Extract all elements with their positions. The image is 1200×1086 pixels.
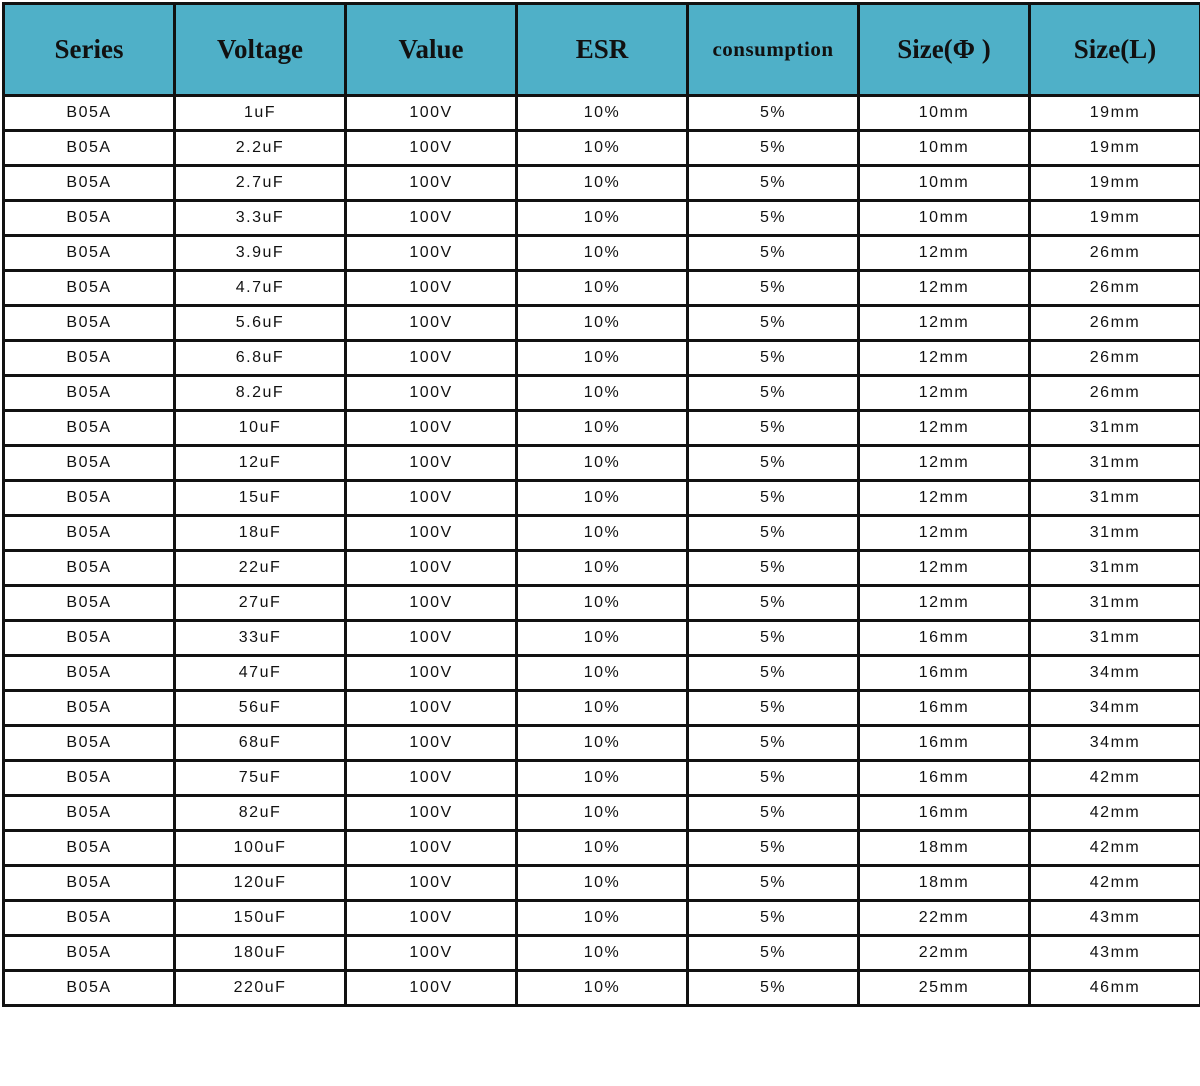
cell-size-length: 42mm [1030,761,1200,796]
cell-voltage: 5.6uF [175,306,346,341]
cell-esr: 10% [517,726,688,761]
cell-voltage: 68uF [175,726,346,761]
cell-value: 100V [346,621,517,656]
cell-consumption: 5% [688,656,859,691]
cell-series: B05A [4,726,175,761]
table-row [4,761,1200,796]
cell-value: 100V [346,271,517,306]
table-row [4,901,1200,936]
cell-series: B05A [4,551,175,586]
table-row [4,446,1200,481]
table-header [4,4,1200,96]
cell-consumption: 5% [688,516,859,551]
cell-size-length: 46mm [1030,971,1200,1006]
table-row [4,691,1200,726]
cell-value: 100V [346,761,517,796]
cell-size-diameter: 10mm [859,96,1030,131]
header-voltage: Voltage [175,4,346,96]
cell-voltage: 4.7uF [175,271,346,306]
cell-voltage: 180uF [175,936,346,971]
cell-voltage: 18uF [175,516,346,551]
cell-value: 100V [346,201,517,236]
table-row [4,971,1200,1006]
cell-voltage: 15uF [175,481,346,516]
cell-value: 100V [346,866,517,901]
cell-esr: 10% [517,831,688,866]
cell-esr: 10% [517,761,688,796]
cell-size-length: 31mm [1030,516,1200,551]
cell-size-diameter: 10mm [859,131,1030,166]
cell-value: 100V [346,796,517,831]
cell-esr: 10% [517,656,688,691]
cell-esr: 10% [517,201,688,236]
cell-esr: 10% [517,271,688,306]
table-row [4,796,1200,831]
cell-value: 100V [346,411,517,446]
cell-size-diameter: 12mm [859,551,1030,586]
cell-size-length: 31mm [1030,551,1200,586]
cell-size-diameter: 22mm [859,901,1030,936]
cell-size-length: 42mm [1030,866,1200,901]
cell-size-diameter: 12mm [859,236,1030,271]
header-size-diameter: Size(Φ ) [859,4,1030,96]
cell-size-diameter: 10mm [859,201,1030,236]
cell-series: B05A [4,96,175,131]
cell-voltage: 10uF [175,411,346,446]
header-esr: ESR [517,4,688,96]
cell-consumption: 5% [688,551,859,586]
cell-series: B05A [4,201,175,236]
cell-size-diameter: 18mm [859,866,1030,901]
cell-size-diameter: 22mm [859,936,1030,971]
cell-consumption: 5% [688,96,859,131]
cell-voltage: 100uF [175,831,346,866]
cell-consumption: 5% [688,936,859,971]
cell-size-diameter: 16mm [859,796,1030,831]
cell-series: B05A [4,236,175,271]
table-row [4,341,1200,376]
cell-consumption: 5% [688,726,859,761]
cell-value: 100V [346,341,517,376]
cell-size-diameter: 16mm [859,621,1030,656]
cell-value: 100V [346,691,517,726]
cell-series: B05A [4,691,175,726]
cell-consumption: 5% [688,271,859,306]
cell-size-length: 42mm [1030,831,1200,866]
cell-esr: 10% [517,236,688,271]
cell-size-diameter: 18mm [859,831,1030,866]
cell-size-length: 31mm [1030,446,1200,481]
cell-voltage: 12uF [175,446,346,481]
header-value: Value [346,4,517,96]
cell-size-diameter: 12mm [859,306,1030,341]
cell-size-length: 31mm [1030,586,1200,621]
capacitor-spec-table [2,2,1200,1007]
cell-size-diameter: 12mm [859,411,1030,446]
cell-value: 100V [346,831,517,866]
cell-series: B05A [4,131,175,166]
cell-value: 100V [346,96,517,131]
cell-esr: 10% [517,411,688,446]
header-consumption: consumption [688,4,859,96]
cell-size-length: 19mm [1030,201,1200,236]
cell-size-length: 43mm [1030,936,1200,971]
cell-series: B05A [4,621,175,656]
table-row [4,271,1200,306]
cell-consumption: 5% [688,481,859,516]
cell-series: B05A [4,971,175,1006]
table-row [4,621,1200,656]
cell-value: 100V [346,971,517,1006]
cell-series: B05A [4,271,175,306]
cell-size-length: 34mm [1030,726,1200,761]
cell-esr: 10% [517,446,688,481]
cell-size-diameter: 12mm [859,341,1030,376]
cell-size-length: 26mm [1030,236,1200,271]
cell-voltage: 150uF [175,901,346,936]
cell-consumption: 5% [688,761,859,796]
cell-consumption: 5% [688,306,859,341]
cell-consumption: 5% [688,971,859,1006]
cell-esr: 10% [517,516,688,551]
cell-series: B05A [4,306,175,341]
table-row [4,166,1200,201]
cell-esr: 10% [517,481,688,516]
cell-consumption: 5% [688,901,859,936]
cell-size-length: 19mm [1030,166,1200,201]
cell-series: B05A [4,831,175,866]
cell-size-length: 19mm [1030,131,1200,166]
cell-size-diameter: 16mm [859,726,1030,761]
cell-esr: 10% [517,691,688,726]
cell-size-diameter: 25mm [859,971,1030,1006]
cell-consumption: 5% [688,621,859,656]
cell-esr: 10% [517,796,688,831]
cell-esr: 10% [517,901,688,936]
cell-voltage: 3.3uF [175,201,346,236]
cell-size-length: 19mm [1030,96,1200,131]
cell-size-diameter: 12mm [859,446,1030,481]
cell-size-length: 31mm [1030,481,1200,516]
cell-value: 100V [346,446,517,481]
cell-size-diameter: 12mm [859,586,1030,621]
cell-esr: 10% [517,306,688,341]
cell-voltage: 82uF [175,796,346,831]
cell-size-diameter: 12mm [859,516,1030,551]
cell-series: B05A [4,446,175,481]
header-series: Series [4,4,175,96]
cell-value: 100V [346,236,517,271]
cell-series: B05A [4,866,175,901]
table-row [4,236,1200,271]
cell-value: 100V [346,586,517,621]
cell-consumption: 5% [688,411,859,446]
cell-esr: 10% [517,936,688,971]
table-row [4,306,1200,341]
table-row [4,376,1200,411]
cell-value: 100V [346,516,517,551]
table-row [4,411,1200,446]
cell-series: B05A [4,166,175,201]
cell-value: 100V [346,376,517,411]
cell-voltage: 220uF [175,971,346,1006]
cell-size-length: 26mm [1030,376,1200,411]
cell-esr: 10% [517,621,688,656]
cell-size-diameter: 12mm [859,376,1030,411]
table-row [4,656,1200,691]
table-row [4,96,1200,131]
cell-size-length: 43mm [1030,901,1200,936]
cell-value: 100V [346,306,517,341]
cell-series: B05A [4,376,175,411]
table-row [4,726,1200,761]
cell-voltage: 27uF [175,586,346,621]
cell-esr: 10% [517,971,688,1006]
cell-size-length: 42mm [1030,796,1200,831]
cell-series: B05A [4,586,175,621]
cell-esr: 10% [517,376,688,411]
table-row [4,131,1200,166]
cell-consumption: 5% [688,831,859,866]
cell-series: B05A [4,656,175,691]
cell-voltage: 47uF [175,656,346,691]
cell-series: B05A [4,901,175,936]
table-row [4,516,1200,551]
cell-voltage: 8.2uF [175,376,346,411]
cell-esr: 10% [517,586,688,621]
cell-series: B05A [4,936,175,971]
cell-size-length: 26mm [1030,271,1200,306]
cell-voltage: 22uF [175,551,346,586]
cell-esr: 10% [517,166,688,201]
header-row [4,4,1200,96]
cell-voltage: 75uF [175,761,346,796]
cell-value: 100V [346,901,517,936]
cell-consumption: 5% [688,446,859,481]
cell-voltage: 2.2uF [175,131,346,166]
cell-consumption: 5% [688,236,859,271]
header-size-length: Size(L) [1030,4,1200,96]
cell-voltage: 33uF [175,621,346,656]
cell-size-diameter: 16mm [859,691,1030,726]
cell-consumption: 5% [688,201,859,236]
table-row [4,936,1200,971]
cell-consumption: 5% [688,376,859,411]
table-row [4,551,1200,586]
cell-series: B05A [4,481,175,516]
cell-voltage: 2.7uF [175,166,346,201]
cell-size-length: 34mm [1030,656,1200,691]
cell-consumption: 5% [688,691,859,726]
cell-series: B05A [4,341,175,376]
cell-value: 100V [346,131,517,166]
cell-voltage: 56uF [175,691,346,726]
cell-consumption: 5% [688,166,859,201]
table-row [4,481,1200,516]
cell-size-length: 31mm [1030,411,1200,446]
cell-size-length: 31mm [1030,621,1200,656]
cell-esr: 10% [517,96,688,131]
cell-consumption: 5% [688,866,859,901]
cell-series: B05A [4,411,175,446]
cell-voltage: 3.9uF [175,236,346,271]
cell-size-diameter: 12mm [859,271,1030,306]
table-row [4,866,1200,901]
cell-size-length: 26mm [1030,306,1200,341]
cell-esr: 10% [517,866,688,901]
cell-consumption: 5% [688,796,859,831]
cell-size-diameter: 12mm [859,481,1030,516]
cell-esr: 10% [517,341,688,376]
cell-series: B05A [4,761,175,796]
cell-voltage: 120uF [175,866,346,901]
cell-consumption: 5% [688,131,859,166]
table-row [4,831,1200,866]
table-body [4,96,1200,1006]
cell-value: 100V [346,726,517,761]
cell-size-diameter: 16mm [859,656,1030,691]
cell-voltage: 1uF [175,96,346,131]
cell-esr: 10% [517,551,688,586]
cell-series: B05A [4,516,175,551]
cell-size-length: 26mm [1030,341,1200,376]
cell-value: 100V [346,481,517,516]
cell-value: 100V [346,936,517,971]
cell-value: 100V [346,656,517,691]
cell-esr: 10% [517,131,688,166]
cell-size-diameter: 16mm [859,761,1030,796]
cell-value: 100V [346,551,517,586]
cell-consumption: 5% [688,341,859,376]
cell-size-diameter: 10mm [859,166,1030,201]
cell-voltage: 6.8uF [175,341,346,376]
table-row [4,201,1200,236]
cell-series: B05A [4,796,175,831]
table-row [4,586,1200,621]
cell-consumption: 5% [688,586,859,621]
cell-size-length: 34mm [1030,691,1200,726]
cell-value: 100V [346,166,517,201]
